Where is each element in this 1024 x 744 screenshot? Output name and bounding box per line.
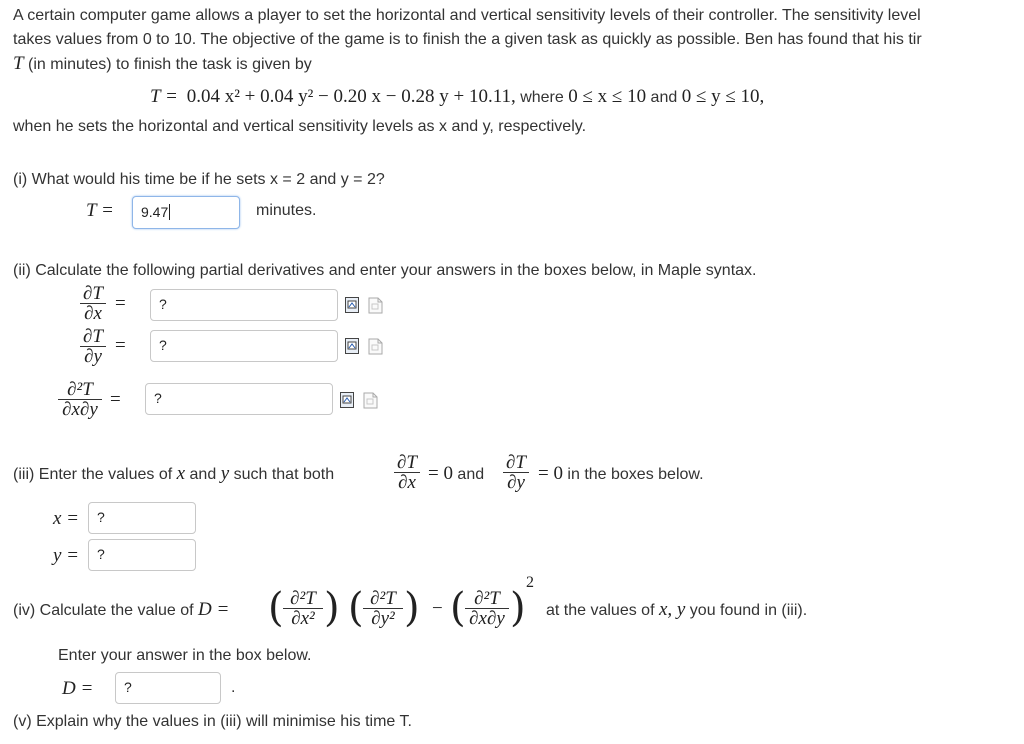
- part1-answer-input[interactable]: [132, 196, 240, 229]
- formula-and: and: [650, 89, 678, 106]
- part3-middle: such that both: [233, 466, 335, 483]
- x-lhs: x =: [53, 508, 80, 529]
- fraction-denominator: ∂x∂y: [62, 399, 98, 420]
- part3-and: and: [189, 466, 217, 483]
- fraction-denominator: ∂x²: [291, 608, 315, 629]
- fraction-numerator: ∂²T: [283, 589, 323, 609]
- preview-icon[interactable]: [363, 392, 378, 409]
- d2T-dxdy-value: ?: [154, 390, 162, 406]
- time-variable: T: [13, 53, 24, 74]
- part4-suffix: [546, 599, 807, 622]
- fraction-numerator: ∂²T: [363, 589, 403, 609]
- fraction-denominator: ∂y²: [371, 608, 395, 629]
- D-answer-lhs: D =: [62, 678, 94, 699]
- equals-zero: = 0: [428, 463, 453, 484]
- part4-vars: x, y: [658, 599, 686, 620]
- left-paren: (: [450, 585, 466, 631]
- d2T-dxdy-fraction: [58, 380, 102, 420]
- fraction-numerator: ∂T: [394, 453, 420, 473]
- d2T-dxdy-fraction-sq: [465, 589, 509, 629]
- preview-icon[interactable]: [368, 338, 383, 355]
- d2T-dxdy-input[interactable]: [145, 383, 333, 415]
- y-value-input[interactable]: [88, 539, 196, 571]
- dT-dx-input[interactable]: [150, 289, 338, 321]
- intro-line-3: [13, 52, 312, 77]
- dT-dx-fraction: [80, 284, 106, 324]
- part3-prefix: [13, 463, 334, 486]
- intro-line-3-text: (in minutes) to finish the task is given by: [28, 56, 312, 73]
- part3-prefix-text: (iii) Enter the values of: [13, 466, 173, 483]
- time-formula: [150, 84, 764, 111]
- dT-dy-value: ?: [159, 337, 167, 353]
- part3-suffix-text: in the boxes below.: [567, 466, 704, 483]
- equation-editor-icon[interactable]: [340, 392, 355, 409]
- intro-line-1: A certain computer game allows a player to set the horizontal and vertical sensitivity levels of their controller. The sensitivity level: [13, 7, 921, 24]
- dT-dy-fraction-inline: [503, 453, 529, 493]
- dT-dx-value: ?: [159, 296, 167, 312]
- fraction-numerator: ∂²T: [465, 589, 509, 609]
- left-paren: (: [268, 585, 284, 631]
- formula-where: where: [520, 89, 564, 106]
- equals-sign: =: [110, 389, 121, 410]
- part3-and2: and: [457, 466, 485, 483]
- left-paren: (: [348, 585, 364, 631]
- y-value: ?: [97, 546, 105, 562]
- text-caret: [169, 204, 170, 220]
- fraction-numerator: ∂T: [80, 327, 106, 347]
- D-value-input[interactable]: [115, 672, 221, 704]
- part4-suffix-pre: at the values of: [546, 602, 655, 619]
- fraction-denominator: ∂y: [84, 346, 102, 367]
- D-lhs: D =: [197, 599, 230, 620]
- part1-unit: minutes.: [256, 202, 317, 219]
- var-x: x: [176, 463, 186, 484]
- part5-question: (v) Explain why the values in (iii) will minimise his time T.: [13, 713, 412, 730]
- fraction-denominator: ∂x: [84, 303, 102, 324]
- x-value: ?: [97, 509, 105, 525]
- part4-suffix-post: you found in (iii).: [689, 602, 808, 619]
- fraction-denominator: ∂y: [507, 472, 525, 493]
- d2T-dy2-fraction: [363, 589, 403, 629]
- preview-icon[interactable]: [368, 297, 383, 314]
- part3-eq1: [428, 463, 484, 486]
- d2T-dx2-fraction: [283, 589, 323, 629]
- part3-suffix: [538, 463, 704, 486]
- right-paren: ): [404, 585, 420, 631]
- D-period: .: [231, 679, 236, 696]
- x-value-input[interactable]: [88, 502, 196, 534]
- fraction-numerator: ∂T: [80, 284, 106, 304]
- fraction-denominator: ∂x∂y: [469, 608, 505, 629]
- var-y: y: [220, 463, 230, 484]
- right-paren: ): [510, 585, 526, 631]
- dT-dy-fraction: [80, 327, 106, 367]
- equation-editor-icon[interactable]: [345, 297, 360, 314]
- part4-prefix: [13, 599, 229, 622]
- equation-editor-icon[interactable]: [345, 338, 360, 355]
- dT-dx-fraction-inline: [394, 453, 420, 493]
- intro-line-2: takes values from 0 to 10. The objective of the game is to finish the a given task as quickly as possible. Ben has found that his tir: [13, 31, 922, 48]
- part4-instruction: Enter your answer in the box below.: [58, 647, 312, 664]
- part4-prefix-text: (iv) Calculate the value of: [13, 602, 194, 619]
- right-paren: ): [324, 585, 340, 631]
- fraction-denominator: ∂x: [398, 472, 416, 493]
- part2-question: (ii) Calculate the following partial derivatives and enter your answers in the boxes below, in Maple syntax.: [13, 262, 757, 279]
- squared-exponent: 2: [526, 574, 534, 591]
- part1-lhs: T =: [86, 200, 114, 221]
- minus-sign: −: [432, 598, 443, 619]
- formula-lhs: T =: [150, 86, 178, 107]
- fraction-numerator: ∂T: [503, 453, 529, 473]
- formula-x-range: 0 ≤ x ≤ 10: [568, 86, 647, 107]
- part1-question: (i) What would his time be if he sets x = 2 and y = 2?: [13, 171, 385, 188]
- y-lhs: y =: [53, 545, 80, 566]
- intro-line-5: when he sets the horizontal and vertical sensitivity levels as x and y, respectively.: [13, 118, 587, 135]
- equals-zero: = 0: [538, 463, 563, 484]
- part1-answer-value: 9.47: [141, 204, 169, 220]
- formula-rhs: 0.04 x² + 0.04 y² − 0.20 x − 0.28 y + 10.11,: [186, 86, 516, 107]
- equals-sign: =: [115, 293, 126, 314]
- dT-dy-input[interactable]: [150, 330, 338, 362]
- equals-sign: =: [115, 335, 126, 356]
- D-value: ?: [124, 679, 132, 695]
- formula-y-range: 0 ≤ y ≤ 10,: [681, 86, 765, 107]
- fraction-numerator: ∂²T: [58, 380, 102, 400]
